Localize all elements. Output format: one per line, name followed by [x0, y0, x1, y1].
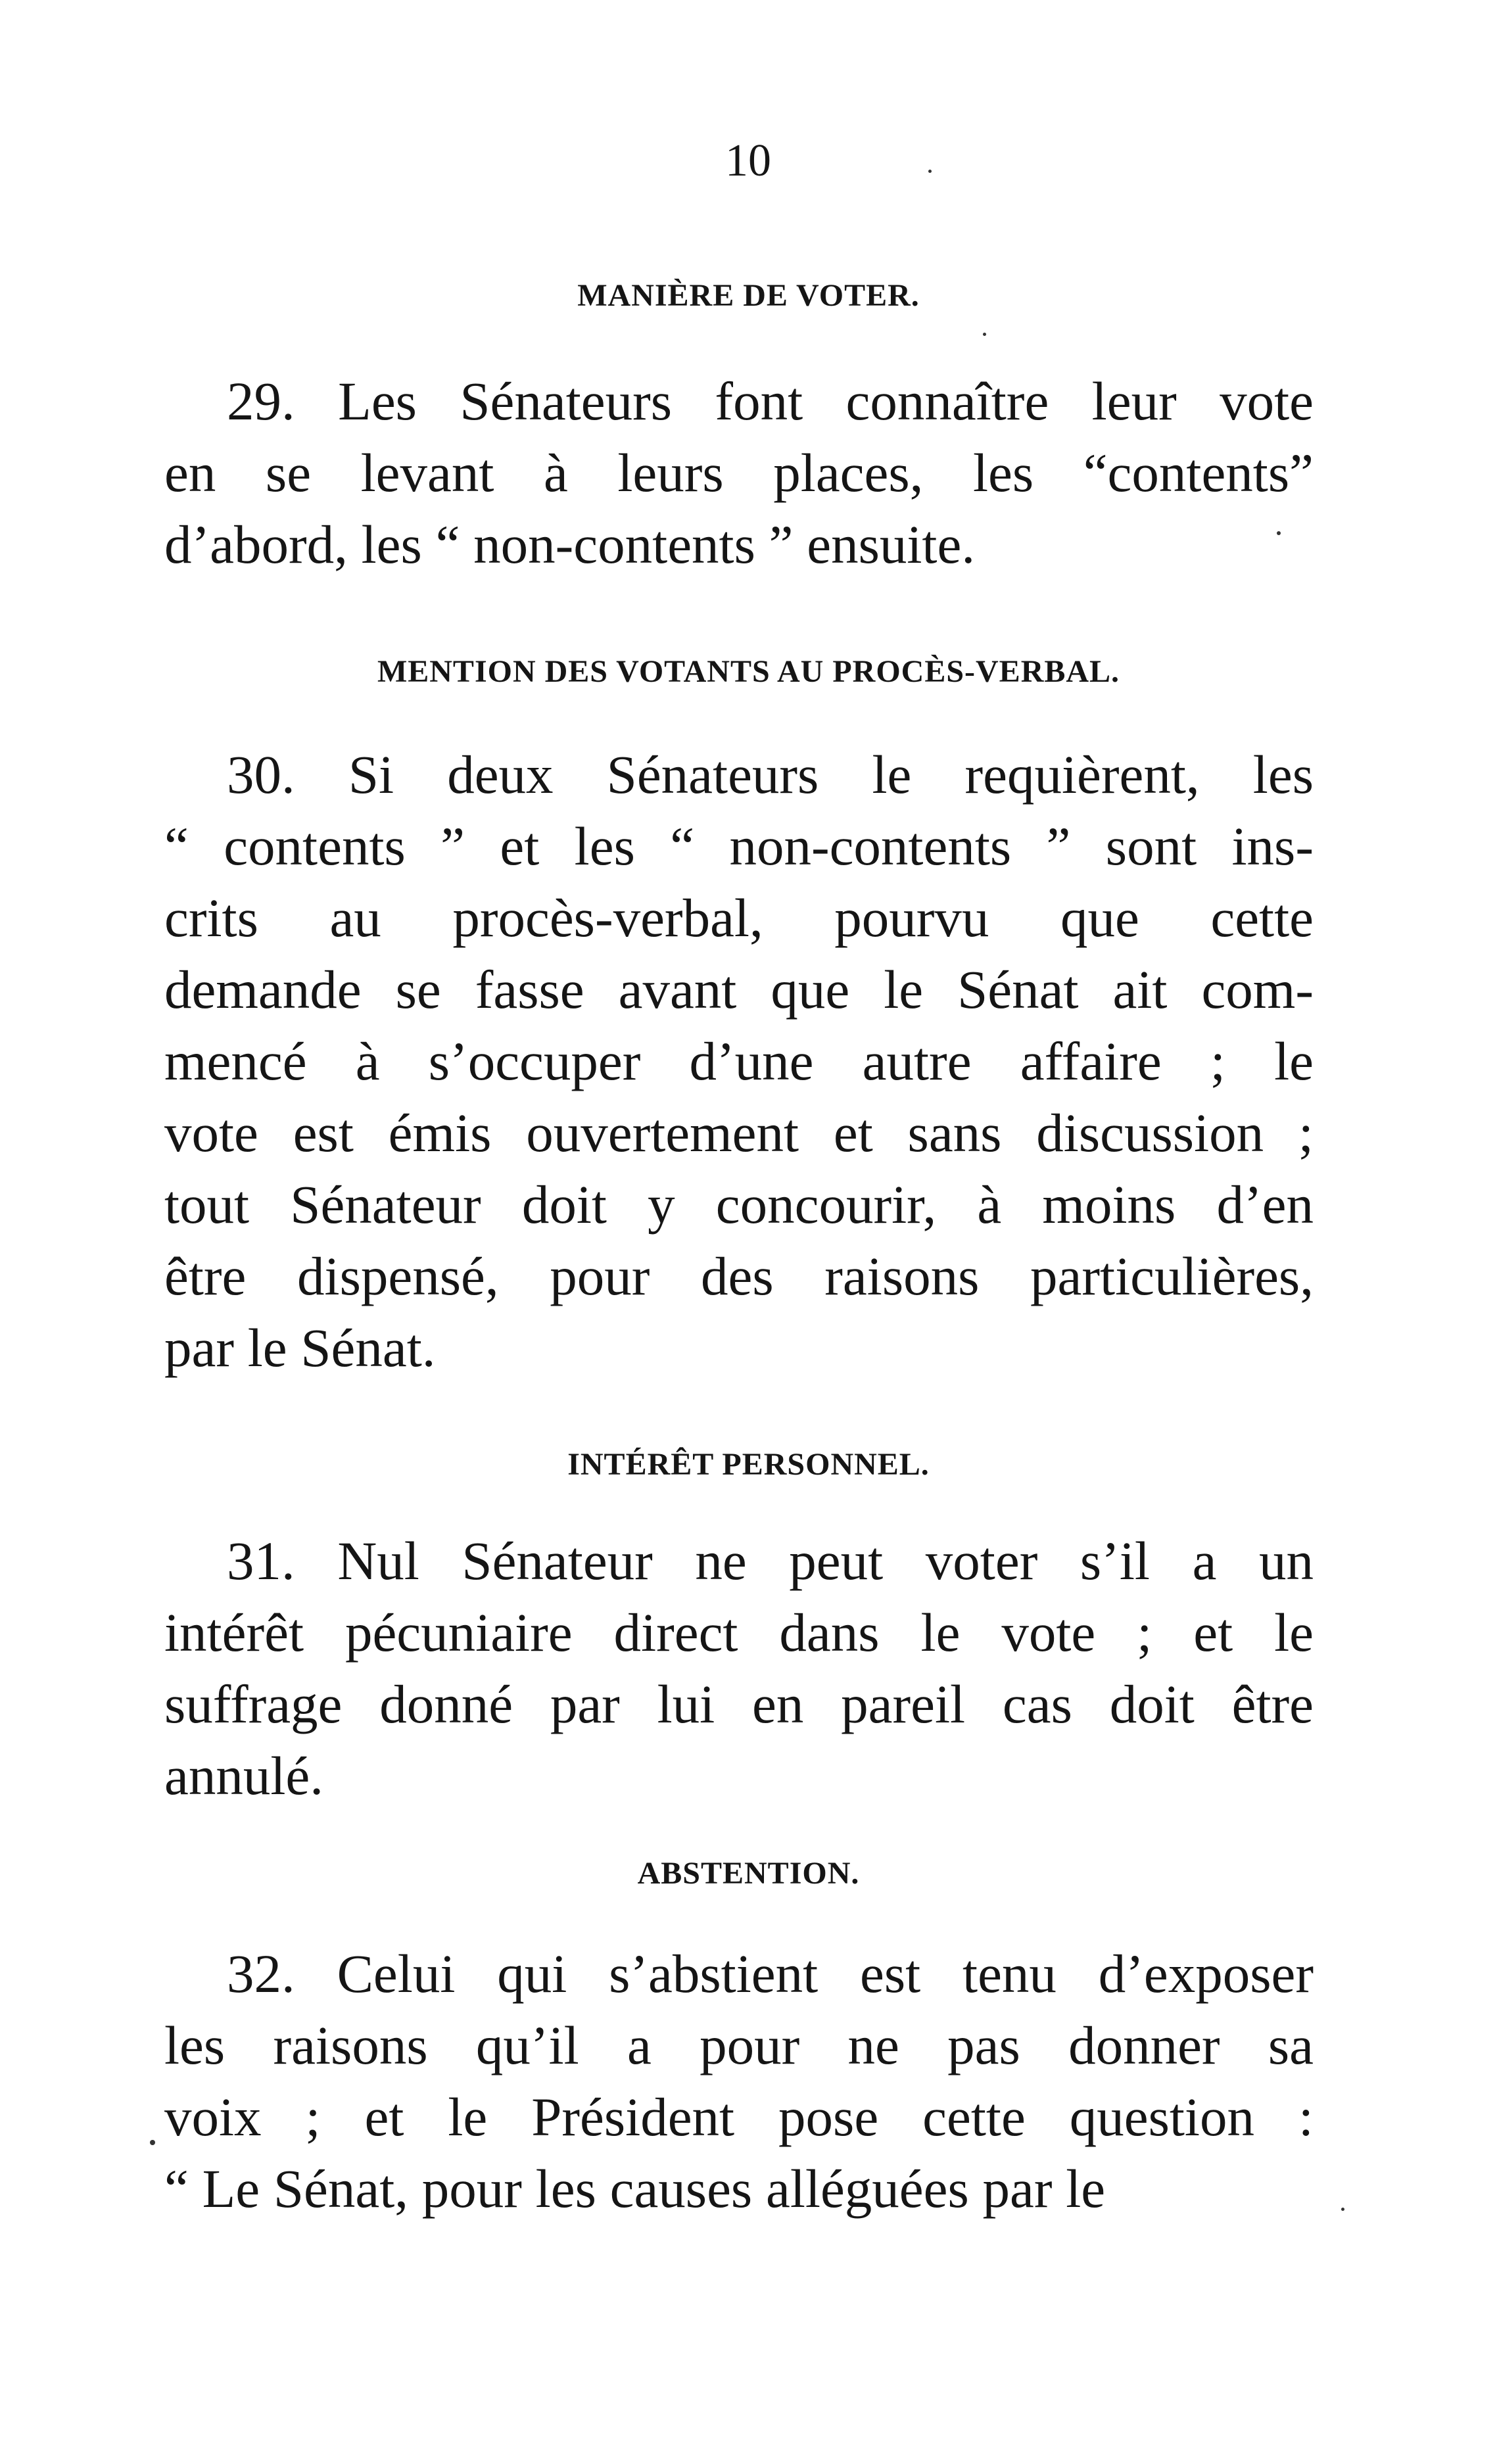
text-line: les raisons qu’il a pour ne pas donner sa: [164, 2015, 1314, 2075]
text-line: intérêt pécuniaire direct dans le vote ; et le: [164, 1602, 1314, 1663]
text-line: 31. Nul Sénateur ne peut voter s’il a un: [227, 1530, 1314, 1591]
scan-speck: [1341, 2208, 1344, 2211]
section-heading-mention-des-votants: MENTION DES VOTANTS AU PROCÈS-VERBAL.: [377, 654, 1120, 689]
scan-speck: [983, 333, 986, 336]
scan-speck: [150, 2140, 155, 2145]
scan-speck: [928, 170, 932, 173]
text-line: être dispensé, pour des raisons particulières,: [164, 1246, 1314, 1306]
section-heading-abstention: ABSTENTION.: [637, 1856, 860, 1891]
text-line: 29. Les Sénateurs font connaître leur vote: [227, 371, 1314, 431]
article-30: [164, 739, 1314, 1384]
text-line: vote est émis ouvertement et sans discussion ;: [164, 1102, 1314, 1163]
text-line: en se levant à leurs places, les “contents”: [164, 442, 1314, 503]
article-29: [164, 366, 1314, 580]
article-31: [164, 1525, 1314, 1812]
text-line: d’abord, les “ non-contents ” ensuite.: [164, 514, 976, 575]
text-line: annulé.: [164, 1745, 323, 1806]
text-line: 30. Si deux Sénateurs le requièrent, les: [227, 744, 1314, 805]
text-line: voix ; et le Président pose cette question :: [164, 2087, 1314, 2147]
text-line: tout Sénateur doit y concourir, à moins d’en: [164, 1174, 1314, 1235]
scan-speck: [1277, 531, 1281, 535]
text-line: “ contents ” et les “ non-contents ” sont ins-: [164, 816, 1314, 876]
article-32: [164, 1938, 1314, 2225]
text-line: demande se fasse avant que le Sénat ait com-: [164, 959, 1314, 1020]
text-line: par le Sénat.: [164, 1317, 436, 1378]
section-heading-maniere-de-voter: MANIÈRE DE VOTER.: [577, 278, 920, 313]
section-heading-interet-personnel: INTÉRÊT PERSONNEL.: [567, 1447, 930, 1482]
text-line: “ Le Sénat, pour les causes alléguées par le: [164, 2158, 1106, 2219]
text-line: suffrage donné par lui en pareil cas doit être: [164, 1674, 1314, 1734]
text-line: crits au procès-verbal, pourvu que cette: [164, 888, 1314, 948]
text-line: mencé à s’occuper d’une autre affaire ; le: [164, 1031, 1314, 1091]
page-number: 10: [725, 135, 771, 186]
text-line: 32. Celui qui s’abstient est tenu d’exposer: [227, 1943, 1314, 2004]
